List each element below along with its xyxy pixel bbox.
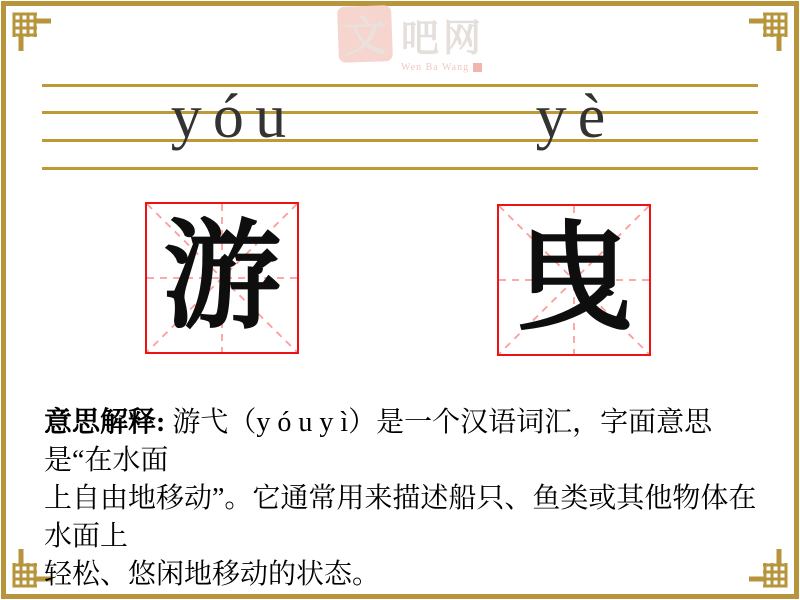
watermark-seal-icon (337, 5, 393, 63)
character-box-first (145, 202, 299, 354)
corner-fret-ornament-top-left (4, 4, 54, 54)
watermark-square-icon (473, 63, 482, 72)
character-box-second (497, 204, 651, 356)
pinyin-second-syllable: yè (535, 83, 617, 151)
definition-paragraph (44, 404, 760, 594)
corner-fret-ornament-top-right (746, 4, 796, 54)
watermark-logo (338, 6, 485, 73)
definition-line-2: 上自由地移动”。它通常用来描述船只、鱼类或其他物体在水面上 (44, 483, 757, 552)
pinyin-first-syllable: yóu (170, 83, 298, 151)
definition-line-1: 游弋（y ó u y ì）是一个汉语词汇，字面意思是“在水面 (44, 407, 713, 476)
definition-label: 意思解释: (44, 407, 166, 438)
watermark-site-name: 吧网 (401, 18, 486, 60)
definition-line-3: 轻松、悠闲地移动的状态。 (44, 559, 381, 590)
hanzi-first: 游 (162, 212, 281, 343)
watermark-seal-char: 文 (343, 14, 387, 62)
watermark-text-column (401, 6, 485, 73)
pinyin-staff-line-4 (42, 167, 758, 170)
watermark-site-latin: Wen Ba Wang (401, 62, 482, 73)
hanzi-second: 曳 (514, 214, 633, 345)
